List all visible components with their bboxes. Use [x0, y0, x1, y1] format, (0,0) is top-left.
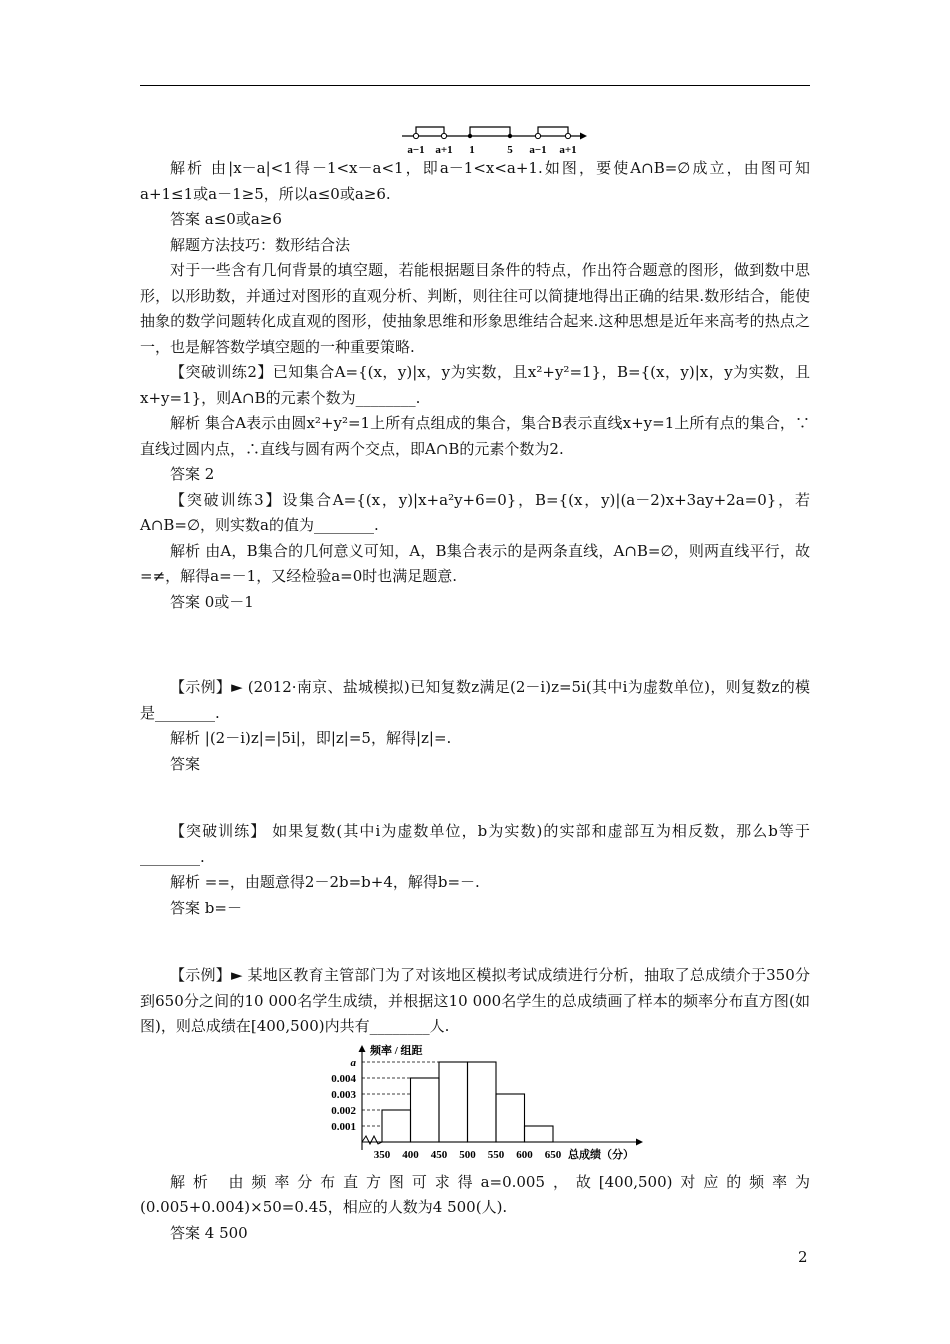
numline-label: a+1: [435, 144, 453, 156]
answer-line: 答案 a≤0或a≥6: [170, 210, 282, 228]
histogram-svg: [318, 1044, 648, 1164]
histogram-bar: [411, 1078, 440, 1142]
axis-break-zigzag: [362, 1136, 382, 1144]
x-tick-label: 350: [373, 1148, 391, 1161]
x-tick-label: 500: [459, 1148, 476, 1161]
number-line-svg: [398, 120, 588, 156]
y-tick-label: 0.003: [331, 1088, 356, 1101]
numline-label: a−1: [529, 144, 547, 156]
example2-solution: 解析 由频率分布直方图可求得a=0.005，故[400,500)对应的频率为(0.005+0.004)×50=0.45，相应的人数为4 500(人).: [140, 1172, 810, 1216]
example1-solution: 解析 |(2－i)z|=|5i|，即|z|=5，解得|z|=.: [170, 729, 452, 747]
training3-answer: 答案 0或－1: [170, 592, 254, 611]
x-axis-arrow: [636, 1138, 643, 1145]
example1-question: 【示例】► (2012·南京、盐城模拟)已知复数z满足(2－i)z=5i(其中i为虚数单位)，则复数z的模是________.: [140, 678, 810, 722]
histogram-axes: [359, 1045, 644, 1150]
training-answer: 答案 b=－: [170, 898, 242, 917]
histogram-figure: [318, 1044, 810, 1164]
x-tick-label: 650: [544, 1148, 562, 1161]
example1-answer: 答案: [170, 754, 201, 773]
histogram-bar: [439, 1062, 468, 1142]
training3-question: 【突破训练3】设集合A={(x，y)|x+a²y+6=0}，B={(x，y)|(a－2)x+3ay+2a=0}，若A∩B=∅，则实数a的值为________.: [140, 490, 810, 534]
method-paragraph: 对于一些含有几何背景的填空题，若能根据题目条件的特点，作出符合题意的图形，做到数中思形，以形助数，并通过对图形的直观分析、判断，则往往可以简捷地得出正确的结果.数形结合，能使抽象的数学问题转化成直观的图形，使抽象思维和形象思维结合起来.这种思想是近年来高考的热点之一，也是解答数学填空题的一种重要策略.: [140, 261, 810, 356]
training2-answer: 答案 2: [170, 465, 215, 483]
number-line-figure: [398, 120, 810, 156]
histogram-bar: [525, 1126, 554, 1142]
training-solution: 解析 ==，由题意得2－2b=b+4，解得b=－.: [170, 873, 480, 891]
histogram-guides: [362, 1062, 439, 1126]
numline-label: a−1: [407, 144, 425, 156]
y-tick-label: a: [350, 1056, 356, 1069]
histogram-bar: [382, 1110, 411, 1142]
numline-label: 1: [469, 144, 475, 156]
training2-question: 【突破训练2】已知集合A={(x，y)|x，y为实数，且x²+y²=1}，B={(x，y)|x，y为实数，且x+y=1}，则A∩B的元素个数为________.: [140, 363, 810, 407]
y-tick-label: 0.002: [331, 1104, 356, 1117]
example2-answer: 答案 4 500: [170, 1223, 248, 1242]
y-tick-label: 0.001: [331, 1120, 356, 1133]
x-tick-label: 400: [402, 1148, 419, 1161]
histogram-bars: [382, 1062, 553, 1142]
header-rule: [140, 85, 810, 86]
page-number: 2: [798, 1248, 808, 1266]
x-tick-label: 600: [516, 1148, 533, 1161]
numline-label: a+1: [559, 144, 577, 156]
x-axis-label: 总成绩（分）: [568, 1148, 634, 1161]
y-axis-arrow: [359, 1045, 366, 1052]
y-axis-label: 频率 / 组距: [370, 1044, 423, 1057]
numline-label: 5: [507, 144, 513, 156]
method-heading: 解题方法技巧：数形结合法: [170, 235, 351, 254]
x-tick-label: 550: [487, 1148, 505, 1161]
histogram-bar: [496, 1094, 525, 1142]
training2-solution: 解析 集合A表示由圆x²+y²=1上所有点组成的集合，集合B表示直线x+y=1上所有点的集合，∵直线过圆内点，∴直线与圆有两个交点，即A∩B的元素个数为2.: [140, 414, 810, 458]
training-question: 【突破训练】 如果复数(其中i为虚数单位，b为实数)的实部和虚部互为相反数，那么b等于________.: [140, 822, 810, 866]
training3-solution: 解析 由A，B集合的几何意义可知，A，B集合表示的是两条直线，A∩B=∅，则两直线平行，故=≠，解得a=－1，又经检验a=0时也满足题意.: [140, 541, 810, 585]
page-content: [140, 120, 810, 1246]
solution-paragraph: 解析 由|x－a|<1得－1<x－a<1，即a－1<x<a+1.如图，要使A∩B=∅成立，由图可知a+1≤1或a－1≥5，所以a≤0或a≥6.: [140, 159, 810, 203]
y-tick-label: 0.004: [331, 1072, 356, 1085]
example2-question: 【示例】► 某地区教育主管部门为了对该地区模拟考试成绩进行分析，抽取了总成绩介于350分到650分之间的10 000名学生成绩，并根据这10 000名学生的总成绩画了样本的频率分布直方图(如图)，则总成绩在[400,500)内共有________人.: [140, 966, 810, 1035]
histogram-bar: [468, 1062, 497, 1142]
x-tick-label: 450: [430, 1148, 448, 1161]
